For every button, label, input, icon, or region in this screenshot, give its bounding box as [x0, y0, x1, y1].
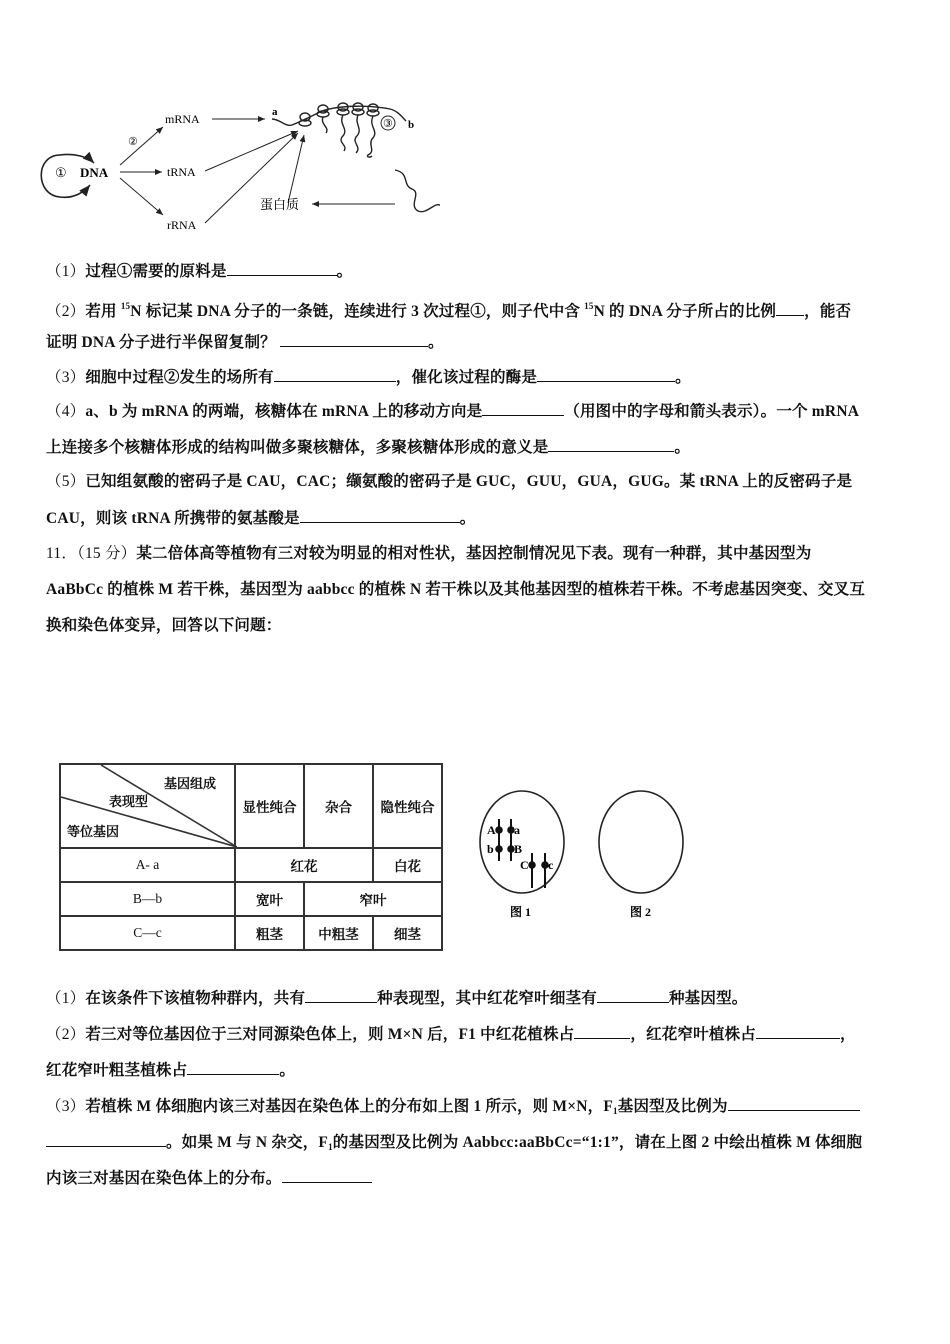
header-genotype: 基因组成 — [164, 777, 217, 792]
q10-sub5-line1: （5）已知组氨酸的密码子是 CAU，CAC；缬氨酸的密码子是 GUC，GUU，GUA，GUG。某 tRNA 上的反密码子是 — [46, 473, 853, 490]
gene-phenotype-table — [59, 763, 443, 951]
col-header: 隐性纯合 — [373, 764, 442, 848]
question-score: （15 分） — [77, 545, 137, 562]
allele-label: A — [487, 823, 496, 837]
q10-sub4-line1: （4）a、b 为 mRNA 的两端，核糖体在 mRNA 上的移动方向是 （用图中的字母和箭头表示）。一个 mRNA — [46, 403, 860, 420]
q11-sub1: （1）在该条件下该植物种群内，共有 种表现型，其中红花窄叶细茎有 种基因型。 — [46, 990, 748, 1007]
answer-blank[interactable] — [548, 437, 674, 452]
protein-label: 蛋白质 — [260, 197, 300, 212]
q11-stem-line1: 11．（15 分）某二倍体高等植物有三对较为明显的相对性状，基因控制情况见下表。现有一种群，其中基因型为 — [46, 545, 812, 562]
answer-blank[interactable] — [46, 1132, 166, 1147]
q11-sub2-line1: （2）若三对等位基因位于三对同源染色体上，则 M×N 后，F1 中红花植株占 ，红花窄叶植株占 ， — [46, 1026, 856, 1043]
table-row: A- a 红花 白花 — [60, 848, 442, 882]
answer-blank[interactable] — [187, 1060, 279, 1075]
q11-stem-line2: AaBbCc 的植株 M 若干株，基因型为 aabbcc 的植株 N 若干株以及其他基因型的植株若干株。不考虑基因突变、交叉互 — [46, 581, 866, 598]
table-row: B—b 宽叶 窄叶 — [60, 882, 442, 916]
dna-label: DNA — [80, 165, 109, 180]
q10-sub4-line2: 上连接多个核糖体形成的结构叫做多聚核糖体，多聚核糖体形成的意义是 。 — [46, 439, 691, 456]
end-a-label: a — [272, 106, 278, 118]
process1-label: ① — [55, 165, 67, 180]
header-phenotype: 表现型 — [109, 795, 149, 810]
answer-blank[interactable] — [227, 261, 337, 276]
q11-sub3-line3: 内该三对基因在染色体上的分布。 — [46, 1168, 908, 1189]
col-header: 显性纯合 — [235, 764, 304, 848]
allele-label: c — [548, 858, 554, 872]
table-row: C—c 粗茎 中粗茎 细茎 — [60, 916, 442, 950]
allele-label: C — [520, 858, 529, 872]
end-b-label: b — [408, 119, 415, 131]
answer-blank[interactable] — [597, 988, 669, 1003]
allele-label: B — [514, 842, 523, 856]
header-allele: 等位基因 — [67, 825, 120, 840]
q10-sub1: （1）过程①需要的原料是 。 — [46, 263, 353, 280]
figure-2-caption: 图 2 — [630, 905, 652, 919]
answer-blank[interactable] — [574, 1024, 630, 1039]
col-header: 杂合 — [304, 764, 373, 848]
q11-sub3-line1: （3）若植株 M 体细胞内该三对基因在染色体上的分布如上图 1 所示，则 M×N，$F_1$基因型及比例为 — [46, 1096, 908, 1121]
answer-blank[interactable] — [776, 301, 804, 316]
question-number: 11． — [46, 545, 78, 562]
allele-label: b — [487, 842, 494, 856]
q10-sub5-line2: CAU，则该 tRNA 所携带的氨基酸是 。 — [46, 510, 476, 527]
mrna-label: mRNA — [165, 112, 200, 126]
answer-blank[interactable] — [282, 1168, 372, 1183]
q10-sub3: （3）细胞中过程②发生的场所有 ，催化该过程的酶是 。 — [46, 369, 691, 386]
q10-sub2-line2: 证明 DNA 分子进行半保留复制？ 。 — [46, 334, 444, 351]
q11-sub2-line2: 红花窄叶粗茎植株占 。 — [46, 1062, 296, 1079]
answer-blank[interactable] — [728, 1096, 860, 1111]
allele-label: a — [514, 823, 520, 837]
central-dogma-diagram — [40, 95, 440, 240]
trna-label: tRNA — [167, 165, 196, 179]
answer-blank[interactable] — [300, 508, 460, 523]
chromosome-figures — [468, 785, 693, 925]
table-corner-cell — [60, 764, 235, 848]
q10-sub2-line1: （2）若用 $^{15}$N 标记某 DNA 分子的一条链，连续进行 3 次过程①，则子代中含 $^{15}$N 的 DNA 分子所占的比例 ，能否 — [46, 301, 852, 320]
answer-blank[interactable] — [537, 367, 675, 382]
answer-blank[interactable] — [274, 367, 396, 382]
answer-blank[interactable] — [280, 332, 428, 347]
q11-stem-line3: 换和染色体变异，回答以下问题： — [46, 617, 282, 634]
answer-blank[interactable] — [305, 988, 377, 1003]
figure-1-caption: 图 1 — [510, 905, 532, 919]
answer-blank[interactable] — [756, 1024, 840, 1039]
process3-label: ③ — [383, 118, 393, 130]
rrna-label: rRNA — [167, 218, 197, 232]
cell-figure-2 — [599, 791, 683, 893]
answer-blank[interactable] — [482, 401, 564, 416]
q11-sub3-line2: 。如果 M 与 N 杂交，$F_1$的基因型及比例为 Aabbcc:aaBbCc=“1:1”，请在上图 2 中绘出植株 M 体细胞 — [46, 1132, 908, 1157]
process2-label: ② — [128, 136, 138, 148]
